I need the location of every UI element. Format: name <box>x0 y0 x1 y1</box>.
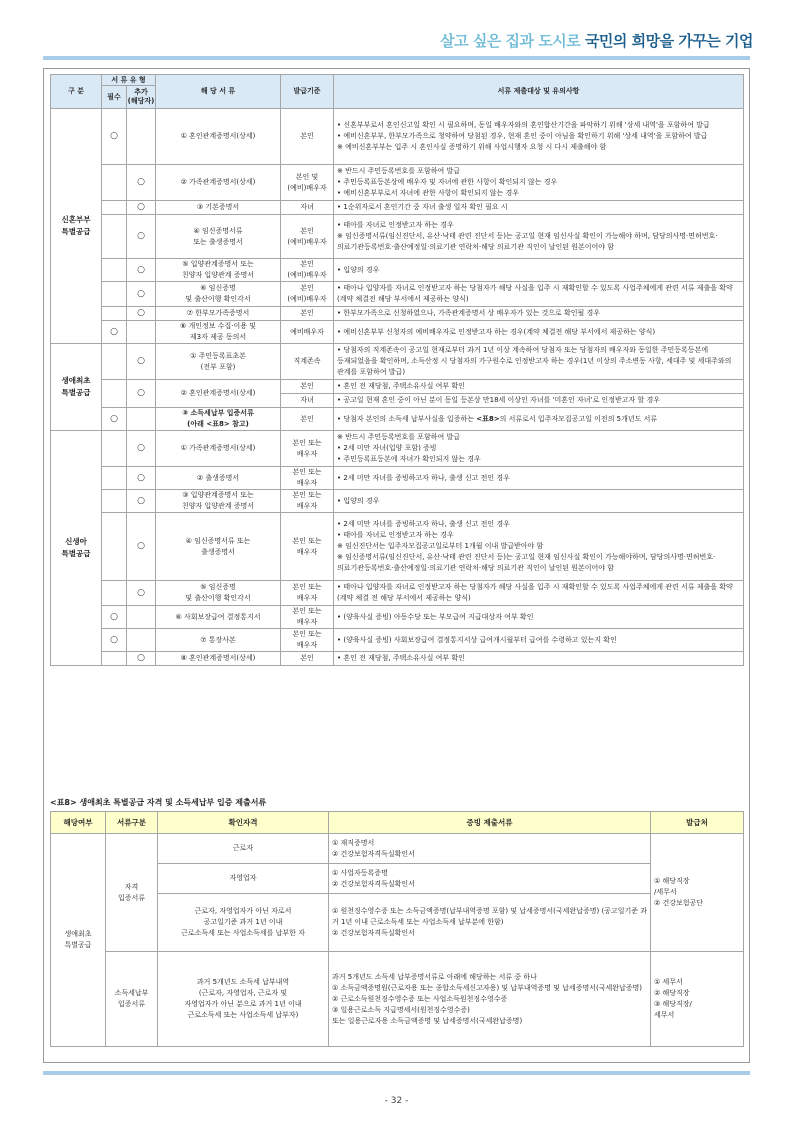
additional-empty <box>127 321 156 344</box>
document-notes: ※ 반드시 주민등록번호를 포함하여 발급 • 주민등록표등본상에 배우자 및 자녀에 관한 사항이 확인되지 않는 경우 • 예비신혼부부로서 자녀에 관한 사항이 확인되지 않는 경우 <box>334 165 744 201</box>
additional-mark: ○ <box>127 581 156 606</box>
document-name: ③ 소득세납부 입증서류 (아래 <표8> 참고) <box>156 408 281 431</box>
table-row <box>51 952 744 1047</box>
table8-header-issuer: 발급처 <box>651 812 744 834</box>
document-name: ② 혼인관계증명서(상세) <box>156 380 281 408</box>
table8-caption: <표8> 생애최초 특별공급 자격 및 소득세납부 입증 제출서류 <box>50 798 267 807</box>
required-empty <box>102 380 127 408</box>
table8 <box>50 811 744 1047</box>
table8-issuer: ① 해당직장 /세무서 ② 건강보험공단 <box>651 834 744 952</box>
table-row <box>51 408 744 431</box>
table-row <box>51 431 744 467</box>
document-notes: • 혼인 전 재당첨, 주택소유사실 여부 확인 <box>334 652 744 666</box>
additional-mark: ○ <box>127 652 156 666</box>
header-basis: 발급기준 <box>281 75 334 109</box>
required-mark: ○ <box>102 109 127 165</box>
table-row <box>51 344 744 380</box>
table8-documents: ① 사업자등록증명 ② 건강보험자격득실확인서 <box>329 864 651 894</box>
table8-issuer: ① 세무서 ② 해당직장 ③ 해당직장/ 세무서 <box>651 952 744 1047</box>
additional-mark: ○ <box>127 215 156 259</box>
issuance-basis: 예비배우자 <box>281 321 334 344</box>
header-document: 해 당 서 류 <box>156 75 281 109</box>
required-empty <box>102 259 127 282</box>
issuance-basis: 본인 또는 배우자 <box>281 467 334 490</box>
table8-header-documents: 증빙 제출서류 <box>329 812 651 834</box>
document-notes: • 혼인 전 재당첨, 주택소유사실 여부 확인 <box>334 380 744 394</box>
required-empty <box>102 490 127 513</box>
table-row <box>51 606 744 629</box>
additional-mark: ○ <box>127 431 156 467</box>
required-empty <box>102 431 127 467</box>
document-notes: • 신혼부부로서 혼인신고일 확인 시 필요하며, 동일 배우자와의 혼인합산기간을 파악하기 위해 '상세 내역'을 포함하여 발급 • 예비신혼부부, 한부모가족으로 청약하여 당첨된 경우, 현재 혼인 중이 아님을 확인하기 위해 '상세 내역'을 포함하여 발급 ※ 예비신혼부부는 입주 시 혼인사실 증명하기 위해 사업시행자 요청 시 다시 제출해야 함 <box>334 109 744 165</box>
table-row <box>51 215 744 259</box>
additional-mark: ○ <box>127 344 156 380</box>
additional-mark: ○ <box>127 380 156 408</box>
document-name: ⑤ 입양관계증명서 또는 친양자 입양관계 증명서 <box>156 259 281 282</box>
document-requirements-table <box>50 74 744 666</box>
document-notes: • 공고일 현재 혼인 중이 아닌 분이 동일 등본상 만18세 이상인 자녀를 '미혼인 자녀'로 인정받고자 할 경우 <box>334 394 744 408</box>
table-row <box>51 109 744 165</box>
document-notes: • 태아를 자녀로 인정받고자 하는 경우 ※ 임신증명서류(임신진단서, 유산·낙태 관련 진단서 등)는 공고일 현재 임신사실 확인이 가능해야 하며, 담당의사명·면허번호·의료기관등록번호·출산예정일·의료기관 연락처·해당 의료기관 직인이 날인된 원본이어야 함 <box>334 215 744 259</box>
issuance-basis: 본인 또는 배우자 <box>281 431 334 467</box>
additional-mark: ○ <box>127 259 156 282</box>
document-notes: • 당첨자의 직계존속이 공고일 현재로부터 과거 1년 이상 계속하여 당첨자 또는 당첨자의 배우자와 동일한 주민등록등본에 등재되었음을 확인하며, 소득산정 시 당첨자의 가구원수로 인정받고자 하는 경우(1년 이상의 주소변동 사항, 세대주 및 세대주와의 관계를 포함하여 발급) <box>334 344 744 380</box>
document-notes: • (양육사실 증빙) 아동수당 또는 부모급여 지급대상자 여부 확인 <box>334 606 744 629</box>
required-mark: ○ <box>102 321 127 344</box>
required-mark: ○ <box>102 606 127 629</box>
issuance-basis: 본인 <box>281 109 334 165</box>
table8-header-doc-kind: 서류구분 <box>106 812 158 834</box>
category-newborn: 신생아 특별공급 <box>51 431 102 666</box>
table-row <box>51 467 744 490</box>
additional-mark: ○ <box>127 467 156 490</box>
issuance-basis: 본인 <box>281 307 334 321</box>
additional-empty <box>127 408 156 431</box>
additional-empty <box>127 606 156 629</box>
table8-qualification: 과거 5개년도 소득세 납부내역 (근로자, 자영업자, 근로자 및 자영업자가 아닌 분으로 과거 1년 이내 근로소득세 또는 사업소득세 납부자) <box>158 952 329 1047</box>
document-notes: • 1순위자로서 혼인기간 중 자녀 출생 일자 확인 필요 시 <box>334 201 744 215</box>
table-row <box>51 513 744 581</box>
required-empty <box>102 307 127 321</box>
required-empty <box>102 201 127 215</box>
document-notes: • 2세 미만 자녀를 증빙하고자 하나, 출생 신고 전인 경우 • 태아를 자녀로 인정받고자 하는 경우 ※ 임신진단서는 입주자모집공고일로부터 1개월 이내 발급받아야 함 ※ 임신증명서류(임신진단서, 유산·낙태 관련 진단서 등)는 공고일 현재 임신사실 확인이 가능해야하며, 담당의사명·면허번호·의료기관등록번호·출산예정일·의료기관 연락처·해당 의료기관 직인이 날인된 원본이어야 함 <box>334 513 744 581</box>
issuance-basis: 자녀 <box>281 394 334 408</box>
issuance-basis: 본인 <box>281 408 334 431</box>
table8-qualification: 근로자, 자영업자가 아닌 자로서 공고일기준 과거 1년 이내 근로소득세 또는 사업소득세를 납부한 자 <box>158 894 329 952</box>
document-name: ⑥ 사회보장급여 결정통지서 <box>156 606 281 629</box>
required-empty <box>102 282 127 307</box>
document-name: ① 혼인관계증명서(상세) <box>156 109 281 165</box>
header-additional: 추가 (해당자) <box>127 86 156 109</box>
document-name: ② 출생증명서 <box>156 467 281 490</box>
table-row <box>51 282 744 307</box>
header-category: 구 분 <box>51 75 102 109</box>
table-row <box>51 201 744 215</box>
document-notes: • 태아나 입양자를 자녀로 인정받고자 하는 당첨자가 해당 사실을 입주 시 재확인할 수 있도록 사업주체에게 관련 서류 제출을 확약(계약 체결전 해당 부서에서 제공하는 양식) <box>334 282 744 307</box>
table8-category: 생애최초 특별공급 <box>51 834 106 1047</box>
category-first-life: 생애최초 특별공급 <box>51 344 102 431</box>
document-name: ① 주민등록표초본 (전부 포함) <box>156 344 281 380</box>
document-name: ⑥ 임신증명 및 출산이행 확인각서 <box>156 282 281 307</box>
issuance-basis: 본인 <box>281 652 334 666</box>
table8-qualification: 자영업자 <box>158 864 329 894</box>
document-notes: • 한부모가족으로 신청하였으나, 가족관계증명서 상 배우자가 있는 것으로 확인될 경우 <box>334 307 744 321</box>
header-required: 필수 <box>102 86 127 109</box>
issuance-basis: 본인 또는 배우자 <box>281 513 334 581</box>
document-notes: ※ 반드시 주민등록번호를 포함하여 발급 • 2세 미만 자녀(입양 포함) 증빙 • 주민등록표등본에 자녀가 확인되지 않는 경우 <box>334 431 744 467</box>
additional-mark: ○ <box>127 490 156 513</box>
issuance-basis: 본인 또는 배우자 <box>281 606 334 629</box>
table8-qualification: 근로자 <box>158 834 329 864</box>
table-row <box>51 165 744 201</box>
table-row <box>51 629 744 652</box>
table-row <box>51 490 744 513</box>
document-name: ③ 입양관계증명서 또는 친양자 입양관계 증명서 <box>156 490 281 513</box>
additional-mark: ○ <box>127 513 156 581</box>
table8-header-qualification: 확인자격 <box>158 812 329 834</box>
additional-empty <box>127 109 156 165</box>
table-row <box>51 321 744 344</box>
table-row <box>51 380 744 394</box>
table8-group-qualification: 자격 입증서류 <box>106 834 158 952</box>
additional-mark: ○ <box>127 201 156 215</box>
table8-documents: ① 원천징수영수증 또는 소득금액증명(납부내역증명 포함) 및 납세증명서(국세완납증명) (공고일기준 과거 1년 이내 근로소득세 또는 사업소득세 납부분에 한함) ② 건강보험자격득실확인서 <box>329 894 651 952</box>
bottom-divider <box>43 1071 750 1075</box>
table8-group-tax: 소득세납부 입증서류 <box>106 952 158 1047</box>
additional-empty <box>127 629 156 652</box>
category-newlywed: 신혼부부 특별공급 <box>51 109 102 344</box>
required-empty <box>102 652 127 666</box>
table-row <box>51 652 744 666</box>
document-notes: • 입양의 경우 <box>334 259 744 282</box>
slogan-part1: 살고 싶은 집과 도시로 <box>440 32 581 50</box>
required-empty <box>102 513 127 581</box>
table-row <box>51 307 744 321</box>
document-name: ③ 기본증명서 <box>156 201 281 215</box>
document-notes: • 입양의 경우 <box>334 490 744 513</box>
page-slogan <box>440 30 753 51</box>
document-name: ⑤ 임신증명 및 출산이행 확인각서 <box>156 581 281 606</box>
table8-documents: 과거 5개년도 소득세 납부증명서류로 아래에 해당하는 서류 중 하나 ① 소득금액증명원(근로자용 또는 종합소득세신고자용) 및 납부내역증명 및 납세증명서(국세완납증명) ② 근로소득원천징수영수증 또는 사업소득원천징수영수증 ③ 일용근로소득 지급명세서(원천징수영수증) 또는 일용근로자용 소득금액증명 및 납세증명서(국세완납증명) <box>329 952 651 1047</box>
page-number: - 32 - <box>384 1096 409 1106</box>
additional-mark: ○ <box>127 307 156 321</box>
required-mark: ○ <box>102 408 127 431</box>
issuance-basis: 본인 또는 배우자 <box>281 490 334 513</box>
issuance-basis: 본인 (예비)배우자 <box>281 215 334 259</box>
issuance-basis: 본인 또는 배우자 <box>281 581 334 606</box>
document-name: ① 가족관계증명서(상세) <box>156 431 281 467</box>
required-empty <box>102 344 127 380</box>
slogan-part2: 국민의 희망을 가꾸는 기업 <box>584 32 753 50</box>
required-empty <box>102 165 127 201</box>
document-notes: • 태아나 입양자를 자녀로 인정받고자 하는 당첨자가 해당 사실을 입주 시 재확인할 수 있도록 사업주체에게 관련 서류 제출을 확약(계약 체결 전 해당 부서에서 제공하는 양식) <box>334 581 744 606</box>
additional-mark: ○ <box>127 282 156 307</box>
document-notes: • 2세 미만 자녀를 증빙하고자 하나, 출생 신고 전인 경우 <box>334 467 744 490</box>
document-notes: • 당첨자 본인의 소득세 납부사실을 입증하는 <표8>의 서류로서 입주자모집공고일 이전의 5개년도 서류 <box>334 408 744 431</box>
table-row <box>51 834 744 864</box>
document-notes: • 예비신혼부부 신청자의 예비배우자로 인정받고자 하는 경우(계약 체결전 해당 부서에서 제공하는 양식) <box>334 321 744 344</box>
header-doc-type: 서 류 유 형 <box>102 75 156 86</box>
document-notes: • (양육사실 증빙) 사회보장급여 결정통지서상 급여개시월부터 급여를 수령하고 있는지 확인 <box>334 629 744 652</box>
document-frame <box>43 68 750 1063</box>
issuance-basis: 자녀 <box>281 201 334 215</box>
required-empty <box>102 467 127 490</box>
header-notes: 서류 제출대상 및 유의사항 <box>334 75 744 109</box>
table-row <box>51 259 744 282</box>
issuance-basis: 직계존속 <box>281 344 334 380</box>
table8-header-applicability: 해당여부 <box>51 812 106 834</box>
table8-documents: ① 재직증명서 ② 건강보험자격득실확인서 <box>329 834 651 864</box>
issuance-basis: 본인 <box>281 380 334 394</box>
issuance-basis: 본인 (예비)배우자 <box>281 282 334 307</box>
document-name: ⑦ 한부모가족증명서 <box>156 307 281 321</box>
document-name: ④ 임신증명서류 또는 출생증명서 <box>156 513 281 581</box>
top-divider <box>43 56 750 60</box>
required-empty <box>102 581 127 606</box>
required-empty <box>102 215 127 259</box>
required-mark: ○ <box>102 629 127 652</box>
document-name: ⑧ 개인정보 수집·이용 및 제3자 제공 동의서 <box>156 321 281 344</box>
document-name: ④ 임신증명서류 또는 출생증명서 <box>156 215 281 259</box>
additional-mark: ○ <box>127 165 156 201</box>
issuance-basis: 본인 (예비)배우자 <box>281 259 334 282</box>
document-name: ⑧ 혼인관계증명서(상세) <box>156 652 281 666</box>
document-name: ⑦ 통장사본 <box>156 629 281 652</box>
document-name: ② 가족관계증명서(상세) <box>156 165 281 201</box>
table-row <box>51 581 744 606</box>
issuance-basis: 본인 및 (예비)배우자 <box>281 165 334 201</box>
issuance-basis: 본인 또는 배우자 <box>281 629 334 652</box>
